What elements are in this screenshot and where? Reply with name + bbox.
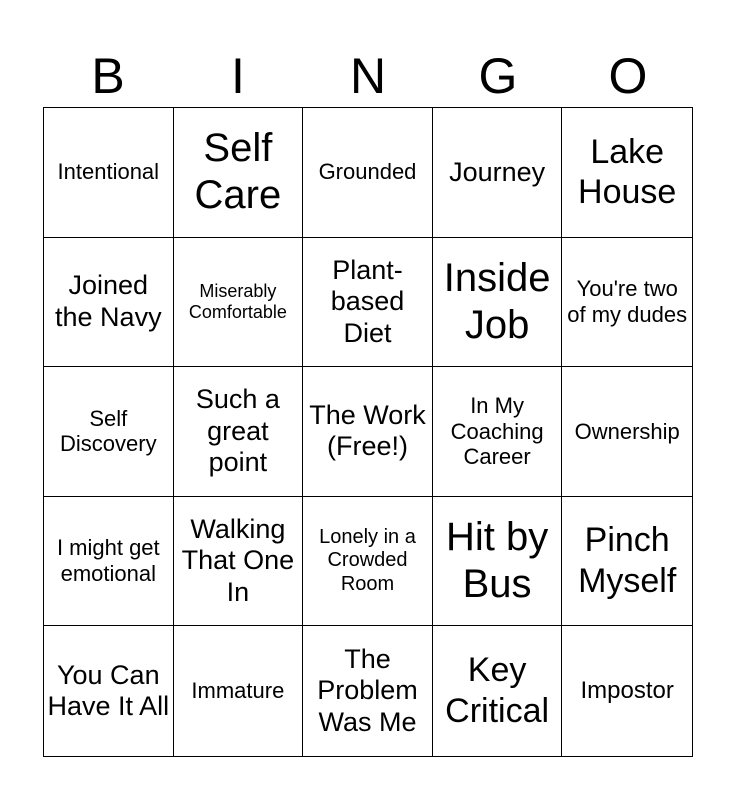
bingo-cell[interactable]: Inside Job [433,238,563,368]
bingo-cell[interactable]: Grounded [303,108,433,238]
bingo-cell[interactable]: Lake House [562,108,692,238]
bingo-cell[interactable]: Such a great point [174,367,304,497]
bingo-cell[interactable]: Lonely in a Crowded Room [303,497,433,627]
bingo-cell[interactable]: Plant-based Diet [303,238,433,368]
header-letter-b: B [91,48,125,104]
bingo-cell[interactable]: Joined the Navy [44,238,174,368]
bingo-grid [43,107,693,757]
bingo-cell[interactable]: Ownership [562,367,692,497]
bingo-cell[interactable]: Journey [433,108,563,238]
bingo-cell[interactable]: Walking That One In [174,497,304,627]
bingo-cell[interactable]: Impostor [580,677,674,705]
bingo-cell[interactable]: You Can Have It All [44,626,174,756]
bingo-cell[interactable]: Miserably Comfortable [174,238,304,368]
bingo-cell[interactable]: Immature [174,626,304,756]
bingo-cell[interactable]: I might get emotional [44,497,174,627]
bingo-cell[interactable]: Key Critical [433,626,563,756]
header-letter-o: O [608,48,648,104]
bingo-cell[interactable]: Self Care [174,108,304,238]
bingo-cell[interactable]: In My Coaching Career [433,367,563,497]
header-letter-n: N [349,48,387,104]
bingo-header [43,48,693,104]
bingo-cell[interactable]: Intentional [44,108,174,238]
bingo-cell[interactable]: You're two of my dudes [562,238,692,368]
bingo-cell[interactable]: Self Discovery [44,367,174,497]
header-letter-i: I [231,48,245,104]
bingo-cell[interactable]: Hit by Bus [433,497,563,627]
header-letter-g: G [478,48,518,104]
bingo-cell[interactable]: The Problem Was Me [303,626,433,756]
bingo-cell[interactable]: The Work (Free!) [303,367,433,497]
bingo-cell[interactable]: Pinch Myself [562,497,692,627]
